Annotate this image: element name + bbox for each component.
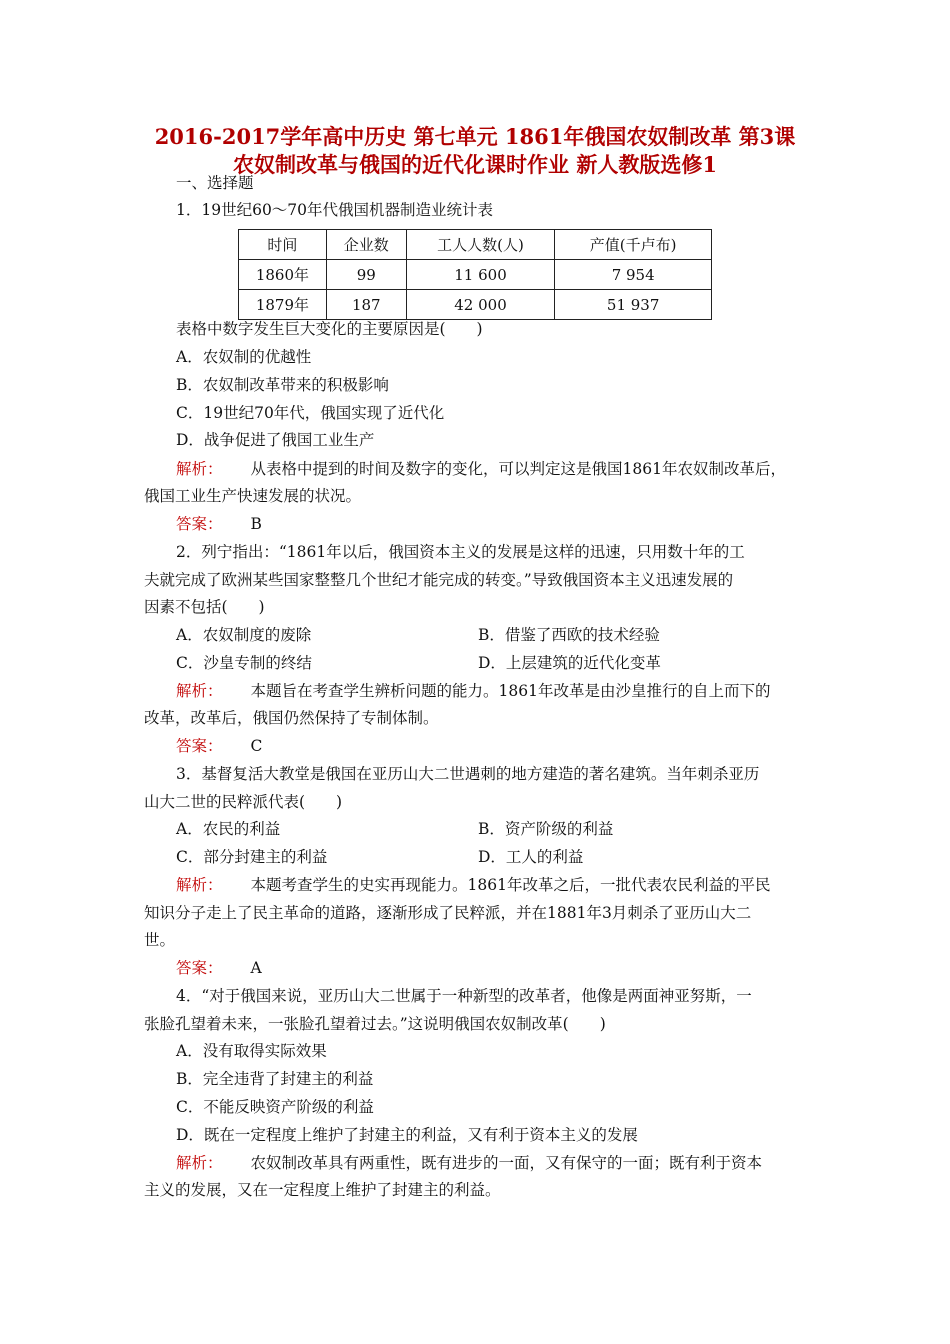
- q2-stem-line-1: 2．列宁指出：“1861年以后，俄国资本主义的发展是这样的迅速，只用数十年的工: [176, 543, 745, 561]
- document-title-line-1: 2016-2017学年高中历史 第七单元 1861年俄国农奴制改革 第3课: [154, 124, 796, 149]
- q3-stem-line-1: 3．基督复活大教堂是俄国在亚历山大二世遇刺的地方建造的著名建筑。当年刺杀亚历: [176, 765, 760, 783]
- table-cell: 51 937: [555, 290, 712, 320]
- q3-analysis-continued-2: 世。: [144, 931, 176, 949]
- q1-option-b: B．农奴制改革带来的积极影响: [176, 376, 389, 394]
- q2-option-d: D．上层建筑的近代化变革: [478, 654, 661, 672]
- table-cell: 99: [326, 260, 406, 290]
- q1-option-c: C．19世纪70年代，俄国实现了近代化: [176, 404, 445, 422]
- q2-option-c: C．沙皇专制的终结: [176, 654, 312, 672]
- table-header-row: [239, 230, 712, 260]
- q1-option-a: A．农奴制的优越性: [176, 348, 312, 366]
- document-title-line-2: 农奴制改革与俄国的近代化课时作业 新人教版选修1: [233, 152, 717, 177]
- q4-option-b: B．完全违背了封建主的利益: [176, 1070, 374, 1088]
- q1-analysis-continued: 俄国工业生产快速发展的状况。: [144, 487, 362, 505]
- table-cell: 1860年: [239, 260, 327, 290]
- table-header-cell: 产值(千卢布): [555, 230, 712, 260]
- analysis-label: 解析：: [176, 460, 223, 478]
- analysis-label: 解析：: [176, 682, 223, 700]
- q4-option-d: D．既在一定程度上维护了封建主的利益，又有利于资本主义的发展: [176, 1126, 638, 1144]
- q1-option-d: D．战争促进了俄国工业生产: [176, 431, 375, 449]
- answer-label: 答案：: [176, 737, 223, 755]
- table-row: [239, 260, 712, 290]
- q1-analysis: [176, 458, 786, 480]
- q2-analysis-text: 本题旨在考查学生辨析问题的能力。1861年改革是由沙皇推行的自上而下的: [250, 682, 771, 700]
- table-row: [239, 290, 712, 320]
- table-cell: 187: [326, 290, 406, 320]
- q2-answer-value: C: [250, 737, 263, 755]
- q3-option-d: D．工人的利益: [478, 848, 584, 866]
- q1-answer: [176, 513, 262, 535]
- q4-analysis-text: 农奴制改革具有两重性，既有进步的一面，又有保守的一面；既有利于资本: [250, 1154, 763, 1172]
- analysis-label: 解析：: [176, 1154, 223, 1172]
- q1-question: 表格中数字发生巨大变化的主要原因是( ): [176, 320, 483, 338]
- q3-option-a: A．农民的利益: [176, 820, 281, 838]
- q3-option-b: B．资产阶级的利益: [478, 820, 614, 838]
- analysis-label: 解析：: [176, 876, 223, 894]
- q2-stem-line-3: 因素不包括( ): [144, 598, 265, 616]
- q4-stem-line-1: 4．“对于俄国来说，亚历山大二世属于一种新型的改革者，他像是两面神亚努斯，一: [176, 987, 752, 1005]
- q1-analysis-text: 从表格中提到的时间及数字的变化，可以判定这是俄国1861年农奴制改革后，: [250, 460, 786, 478]
- q4-analysis: [176, 1152, 762, 1174]
- q2-stem-line-2: 夫就完成了欧洲某些国家整整几个世纪才能完成的转变。”导致俄国资本主义迅速发展的: [144, 571, 734, 589]
- q3-analysis-continued-1: 知识分子走上了民主革命的道路，逐渐形成了民粹派，并在1881年3月刺杀了亚历山大二: [144, 904, 752, 922]
- answer-label: 答案：: [176, 515, 223, 533]
- section-heading: 一、选择题: [176, 174, 254, 192]
- q3-analysis: [176, 874, 770, 896]
- q3-analysis-text: 本题考查学生的史实再现能力。1861年改革之后，一批代表农民利益的平民: [250, 876, 771, 894]
- q2-option-a: A．农奴制度的废除: [176, 626, 312, 644]
- table-header-cell: 企业数: [326, 230, 406, 260]
- q4-option-a: A．没有取得实际效果: [176, 1042, 327, 1060]
- answer-label: 答案：: [176, 959, 223, 977]
- table-header-cell: 时间: [239, 230, 327, 260]
- q2-analysis: [176, 680, 770, 702]
- q2-option-b: B．借鉴了西欧的技术经验: [478, 626, 660, 644]
- q1-stem: 1．19世纪60～70年代俄国机器制造业统计表: [176, 201, 494, 219]
- table-cell: 42 000: [406, 290, 555, 320]
- q3-answer: [176, 957, 262, 979]
- q3-stem-line-2: 山大二世的民粹派代表( ): [144, 793, 343, 811]
- table-header-cell: 工人人数(人): [406, 230, 555, 260]
- table-cell: 11 600: [406, 260, 555, 290]
- q4-stem-line-2: 张脸孔望着未来，一张脸孔望着过去。”这说明俄国农奴制改革( ): [144, 1015, 606, 1033]
- q4-analysis-continued: 主义的发展，又在一定程度上维护了封建主的利益。: [144, 1181, 501, 1199]
- q2-answer: [176, 735, 262, 757]
- q3-option-c: C．部分封建主的利益: [176, 848, 328, 866]
- q4-option-c: C．不能反映资产阶级的利益: [176, 1098, 374, 1116]
- table-cell: 1879年: [239, 290, 327, 320]
- q1-statistics-table: [238, 229, 712, 320]
- table-cell: 7 954: [555, 260, 712, 290]
- q3-answer-value: A: [250, 959, 262, 977]
- q2-analysis-continued: 改革，改革后，俄国仍然保持了专制体制。: [144, 709, 439, 727]
- q1-answer-value: B: [250, 515, 262, 533]
